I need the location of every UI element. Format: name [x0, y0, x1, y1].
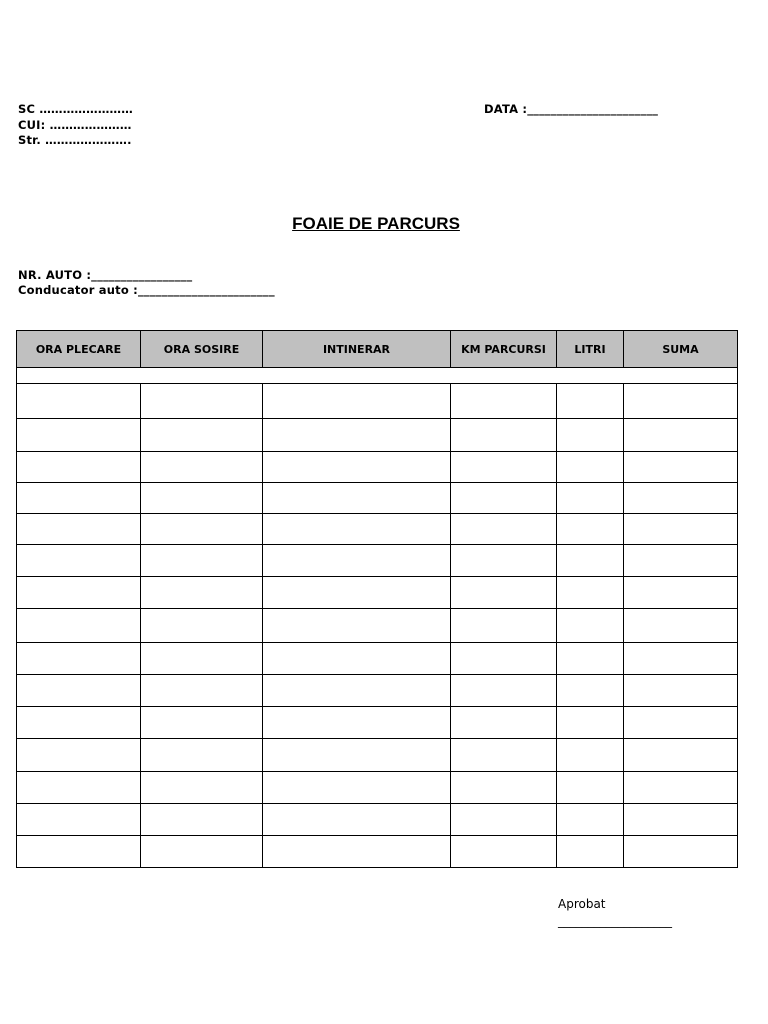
liters-cell[interactable] [557, 836, 624, 868]
departure-time-cell[interactable] [17, 514, 141, 545]
arrival-time-cell[interactable] [141, 609, 263, 643]
driver-field: Conducator auto :_______________________ [18, 283, 275, 297]
km-cell[interactable] [451, 483, 557, 514]
departure-time-cell[interactable] [17, 739, 141, 772]
arrival-time-cell[interactable] [141, 514, 263, 545]
liters-cell[interactable] [557, 804, 624, 836]
km-cell[interactable] [451, 643, 557, 675]
arrival-time-cell[interactable] [141, 772, 263, 804]
company-street-field: Str. …………………. [18, 133, 132, 147]
km-cell[interactable] [451, 739, 557, 772]
departure-time-cell[interactable] [17, 483, 141, 514]
itinerary-cell[interactable] [263, 609, 451, 643]
arrival-time-cell[interactable] [141, 577, 263, 609]
departure-time-cell[interactable] [17, 772, 141, 804]
amount-cell[interactable] [624, 514, 738, 545]
amount-cell[interactable] [624, 609, 738, 643]
departure-time-cell[interactable] [17, 545, 141, 577]
itinerary-cell[interactable] [263, 675, 451, 707]
itinerary-cell[interactable] [263, 804, 451, 836]
table-row [17, 577, 738, 609]
approval-label: Aprobat [558, 897, 606, 911]
table-row [17, 836, 738, 868]
km-cell[interactable] [451, 577, 557, 609]
itinerary-cell[interactable] [263, 384, 451, 419]
itinerary-cell[interactable] [263, 739, 451, 772]
table-row [17, 739, 738, 772]
table-row [17, 384, 738, 419]
arrival-time-cell[interactable] [141, 545, 263, 577]
itinerary-cell[interactable] [263, 707, 451, 739]
liters-cell[interactable] [557, 514, 624, 545]
arrival-time-cell[interactable] [141, 804, 263, 836]
itinerary-cell[interactable] [263, 514, 451, 545]
liters-cell[interactable] [557, 419, 624, 452]
arrival-time-cell[interactable] [141, 452, 263, 483]
amount-cell[interactable] [624, 772, 738, 804]
amount-cell[interactable] [624, 836, 738, 868]
column-header-liters: LITRI [557, 331, 624, 368]
liters-cell[interactable] [557, 739, 624, 772]
km-cell[interactable] [451, 419, 557, 452]
km-cell[interactable] [451, 609, 557, 643]
trip-log-table [16, 330, 738, 868]
km-cell[interactable] [451, 545, 557, 577]
arrival-time-cell[interactable] [141, 384, 263, 419]
column-header-km-traveled: KM PARCURSI [451, 331, 557, 368]
table-body [17, 368, 738, 868]
departure-time-cell[interactable] [17, 609, 141, 643]
spacer-cell [17, 368, 738, 384]
arrival-time-cell[interactable] [141, 739, 263, 772]
liters-cell[interactable] [557, 577, 624, 609]
date-field: DATA :______________________ [484, 102, 659, 116]
arrival-time-cell[interactable] [141, 836, 263, 868]
departure-time-cell[interactable] [17, 384, 141, 419]
arrival-time-cell[interactable] [141, 419, 263, 452]
amount-cell[interactable] [624, 675, 738, 707]
column-header-itinerary: INTINERAR [263, 331, 451, 368]
table-header-row [17, 331, 738, 368]
table-row [17, 804, 738, 836]
amount-cell[interactable] [624, 545, 738, 577]
company-sc-field: SC …………………… [18, 102, 133, 116]
liters-cell[interactable] [557, 483, 624, 514]
arrival-time-cell[interactable] [141, 483, 263, 514]
table-row [17, 419, 738, 452]
vehicle-number-field: NR. AUTO :_________________ [18, 268, 193, 282]
liters-cell[interactable] [557, 707, 624, 739]
amount-cell[interactable] [624, 707, 738, 739]
departure-time-cell[interactable] [17, 452, 141, 483]
itinerary-cell[interactable] [263, 836, 451, 868]
liters-cell[interactable] [557, 675, 624, 707]
table-row [17, 707, 738, 739]
table-row [17, 675, 738, 707]
itinerary-cell[interactable] [263, 772, 451, 804]
km-cell[interactable] [451, 675, 557, 707]
liters-cell[interactable] [557, 545, 624, 577]
departure-time-cell[interactable] [17, 675, 141, 707]
table-row [17, 545, 738, 577]
table-row [17, 452, 738, 483]
table-row [17, 609, 738, 643]
itinerary-cell[interactable] [263, 643, 451, 675]
amount-cell[interactable] [624, 419, 738, 452]
km-cell[interactable] [451, 804, 557, 836]
amount-cell[interactable] [624, 739, 738, 772]
liters-cell[interactable] [557, 643, 624, 675]
departure-time-cell[interactable] [17, 643, 141, 675]
arrival-time-cell[interactable] [141, 675, 263, 707]
column-header-amount: SUMA [624, 331, 738, 368]
table-spacer-row [17, 368, 738, 384]
liters-cell[interactable] [557, 452, 624, 483]
itinerary-cell[interactable] [263, 483, 451, 514]
table-row [17, 514, 738, 545]
amount-cell[interactable] [624, 384, 738, 419]
itinerary-cell[interactable] [263, 419, 451, 452]
column-header-arrival-time: ORA SOSIRE [141, 331, 263, 368]
table-row [17, 483, 738, 514]
itinerary-cell[interactable] [263, 452, 451, 483]
itinerary-cell[interactable] [263, 577, 451, 609]
km-cell[interactable] [451, 514, 557, 545]
km-cell[interactable] [451, 452, 557, 483]
itinerary-cell[interactable] [263, 545, 451, 577]
km-cell[interactable] [451, 772, 557, 804]
table-row [17, 643, 738, 675]
approval-signature-line: ___________________ [558, 914, 672, 928]
departure-time-cell[interactable] [17, 804, 141, 836]
arrival-time-cell[interactable] [141, 707, 263, 739]
km-cell[interactable] [451, 707, 557, 739]
km-cell[interactable] [451, 384, 557, 419]
departure-time-cell[interactable] [17, 707, 141, 739]
km-cell[interactable] [451, 836, 557, 868]
table-row [17, 772, 738, 804]
arrival-time-cell[interactable] [141, 643, 263, 675]
document-title: FOAIE DE PARCURS [292, 214, 460, 233]
amount-cell[interactable] [624, 643, 738, 675]
liters-cell[interactable] [557, 609, 624, 643]
amount-cell[interactable] [624, 483, 738, 514]
liters-cell[interactable] [557, 384, 624, 419]
amount-cell[interactable] [624, 804, 738, 836]
liters-cell[interactable] [557, 772, 624, 804]
departure-time-cell[interactable] [17, 836, 141, 868]
amount-cell[interactable] [624, 577, 738, 609]
company-cui-field: CUI: ………………… [18, 118, 132, 132]
column-header-departure-time: ORA PLECARE [17, 331, 141, 368]
amount-cell[interactable] [624, 452, 738, 483]
departure-time-cell[interactable] [17, 577, 141, 609]
departure-time-cell[interactable] [17, 419, 141, 452]
